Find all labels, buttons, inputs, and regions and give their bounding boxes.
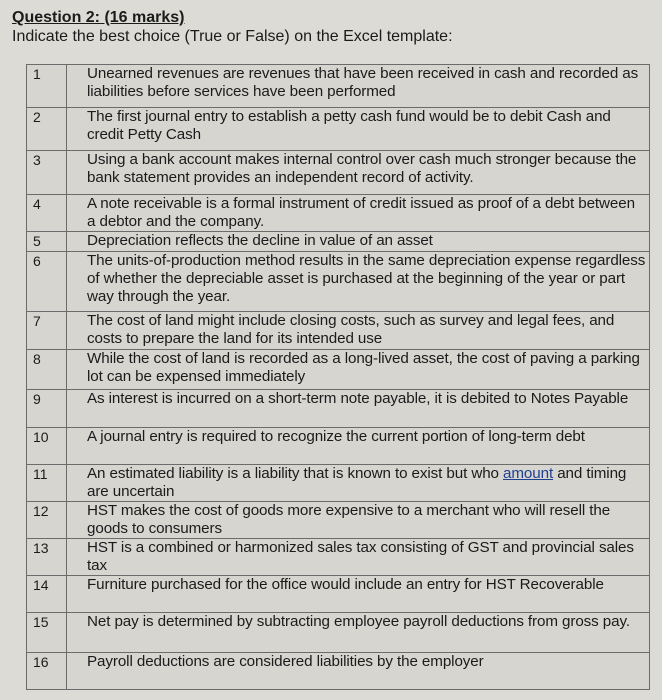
statement-text: HST makes the cost of goods more expensive to a merchant who will resell the goods to consumers [87,502,611,537]
statement-number: 4 [27,195,67,231]
statement-number: 14 [27,576,67,612]
statement-text: Payroll deductions are considered liabilities by the employer [87,653,484,670]
statements-table [26,64,650,690]
statement-text: Depreciation reflects the decline in value of an asset [87,232,433,249]
statement-text: Using a bank account makes internal control over cash much stronger because the bank statement provides an independent record of activity. [87,151,637,186]
statement-row [27,653,649,689]
statement-text: A journal entry is required to recognize the current portion of long-term debt [87,428,585,445]
statement-row [27,65,649,108]
question-title: Question 2: (16 marks) [12,9,185,26]
statement-text: The first journal entry to establish a petty cash fund would be to debit Cash and credit Petty Cash [87,108,611,143]
statement-row [27,195,649,232]
statement-row [27,502,649,539]
statement-number: 13 [27,539,67,575]
statement-text: The units-of-production method results in the same depreciation expense regardless of whether the depreciable asset is purchased at the beginning of the year or part way through the year. [87,252,646,305]
statement-number: 12 [27,502,67,538]
statement-row [27,108,649,151]
statement-row [27,232,649,252]
statement-number: 1 [27,65,67,107]
statement-text-part: An estimated liability is a liability that is known to exist but who [87,465,504,482]
statement-row [27,539,649,576]
statement-row [27,613,649,653]
statement-number: 15 [27,613,67,652]
statement-row [27,350,649,390]
statement-number: 3 [27,151,67,194]
statement-number: 11 [27,465,67,501]
statement-number: 5 [27,232,67,251]
statement-text: HST is a combined or harmonized sales tax consisting of GST and provincial sales tax [87,539,634,574]
statement-row [27,465,649,502]
statement-text: The cost of land might include closing costs, such as survey and legal fees, and costs to prepare the land for its intended use [87,312,615,347]
statement-number: 6 [27,252,67,311]
statement-text: A note receivable is a formal instrument of credit issued as proof of a debt between a debtor and the company. [87,195,635,230]
statement-row [27,252,649,312]
question-header [12,8,652,46]
statement-row [27,576,649,613]
amount-link[interactable]: amount [503,465,554,482]
statement-text-part: and timing are uncertain [87,465,627,500]
statement-text: As interest is incurred on a short-term note payable, it is debited to Notes Payable [87,390,629,407]
statement-text: Furniture purchased for the office would include an entry for HST Recoverable [87,576,604,593]
statement-text [87,465,647,501]
statement-row [27,390,649,428]
question-instruction: Indicate the best choice (True or False) on the Excel template: [12,28,453,45]
statement-number: 8 [27,350,67,389]
statement-text: While the cost of land is recorded as a long-lived asset, the cost of paving a parking lot can be expensed immediately [87,350,640,385]
statement-row [27,428,649,465]
statement-row [27,312,649,350]
statement-row [27,151,649,195]
statement-text: Net pay is determined by subtracting employee payroll deductions from gross pay. [87,613,630,630]
statement-number: 10 [27,428,67,464]
statement-number: 16 [27,653,67,689]
statement-text: Unearned revenues are revenues that have been received in cash and recorded as liabilities before services have been performed [87,65,639,100]
statement-number: 2 [27,108,67,150]
statement-number: 9 [27,390,67,427]
statement-number: 7 [27,312,67,349]
